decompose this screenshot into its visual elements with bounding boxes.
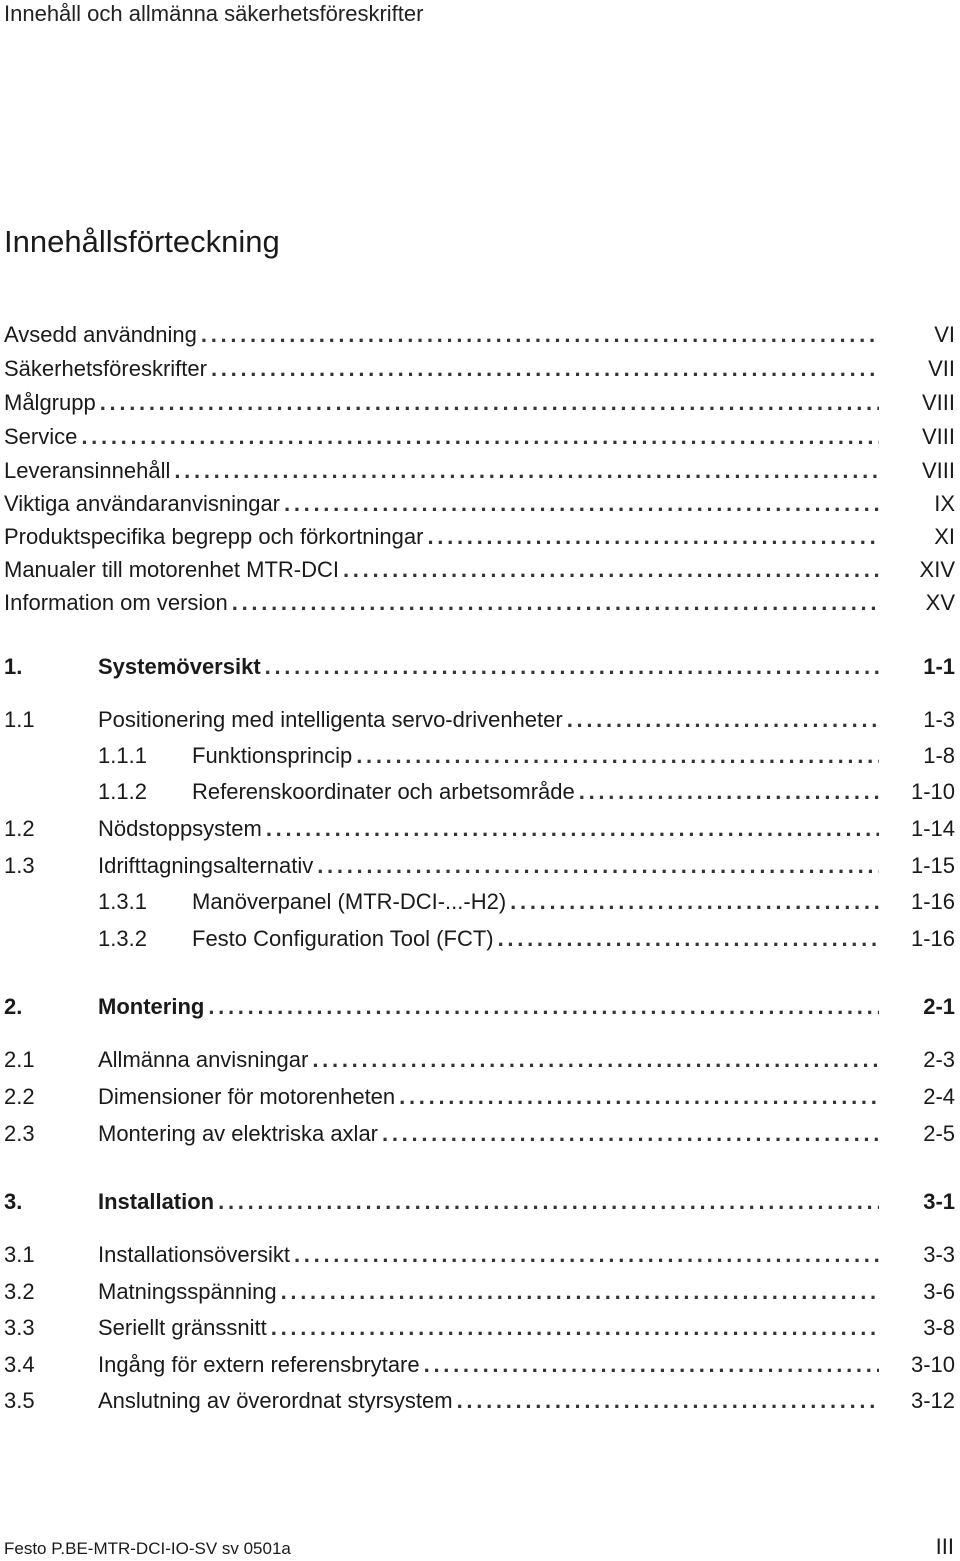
toc-entry-page: VI	[934, 322, 955, 347]
toc-entry-label: Leveransinnehåll	[4, 458, 171, 483]
toc-section-number: 1.2	[4, 816, 35, 841]
toc-section-label: Ingång för extern referensbrytare	[98, 1352, 420, 1377]
toc-subsection-number: 1.3.2	[98, 926, 147, 951]
toc-section-number: 3.4	[4, 1352, 35, 1377]
running-header: Innehåll och allmänna säkerhetsföreskrifter	[4, 1, 424, 26]
toc-entry[interactable]	[4, 420, 955, 454]
dot-leader	[399, 1080, 879, 1114]
toc-entry[interactable]	[4, 520, 955, 554]
dot-leader	[457, 1384, 879, 1418]
toc-section-label: Seriellt gränssnitt	[98, 1315, 267, 1340]
page-title: Innehållsförteckning	[4, 224, 280, 259]
toc-section[interactable]	[4, 703, 955, 737]
dot-leader	[498, 922, 879, 956]
toc-entry-label: Säkerhetsföreskrifter	[4, 356, 207, 381]
toc-section[interactable]	[4, 849, 955, 883]
toc-subsection-number: 1.3.1	[98, 889, 147, 914]
toc-entry[interactable]	[4, 487, 955, 521]
toc-entry[interactable]	[4, 318, 955, 352]
dot-leader	[281, 1275, 879, 1309]
toc-section-page: 3-10	[910, 1352, 955, 1377]
toc-section[interactable]	[4, 1080, 955, 1114]
toc-subsection-page: 1-16	[910, 926, 955, 951]
toc-section-label: Positionering med intelligenta servo-drivenheter	[98, 707, 563, 732]
toc-section[interactable]	[4, 1348, 955, 1382]
toc-chapter[interactable]	[4, 990, 955, 1024]
toc-entry-label: Viktiga användaranvisningar	[4, 491, 280, 516]
toc-entry-page: VIII	[921, 424, 955, 449]
dot-leader	[211, 352, 879, 386]
toc-section-number: 1.1	[4, 707, 35, 732]
toc-entry-page: VIII	[921, 458, 955, 483]
toc-section[interactable]	[4, 1043, 955, 1077]
toc-section[interactable]	[4, 812, 955, 846]
toc-section-label: Matningsspänning	[98, 1279, 277, 1304]
toc-entry[interactable]	[4, 352, 955, 386]
toc-section-label: Installationsöversikt	[98, 1242, 290, 1267]
dot-leader	[271, 1311, 879, 1345]
toc-section-number: 3.2	[4, 1279, 35, 1304]
toc-section[interactable]	[4, 1238, 955, 1272]
footer-document-id: Festo P.BE-MTR-DCI-IO-SV sv 0501a	[4, 1539, 291, 1558]
toc-section[interactable]	[4, 1275, 955, 1309]
toc-entry[interactable]	[4, 386, 955, 420]
dot-leader	[424, 1348, 879, 1382]
toc-section-number: 3.5	[4, 1388, 35, 1413]
toc-entry-label: Produktspecifika begrepp och förkortningar	[4, 524, 424, 549]
toc-chapter-page: 2-1	[923, 994, 955, 1019]
toc-entry-page: XV	[925, 590, 955, 615]
toc-subsection-page: 1-8	[923, 743, 955, 768]
toc-chapter-number: 1.	[4, 654, 23, 679]
toc-entry-page: XIV	[919, 557, 955, 582]
dot-leader	[579, 775, 879, 809]
toc-section[interactable]	[4, 1311, 955, 1345]
toc-section-number: 2.2	[4, 1084, 35, 1109]
toc-section-page: 1-14	[910, 816, 955, 841]
toc-entry-label: Målgrupp	[4, 390, 96, 415]
toc-chapter[interactable]	[4, 650, 955, 684]
toc-entry-page: VII	[928, 356, 955, 381]
dot-leader	[356, 739, 879, 773]
toc-section-label: Idrifttagningsalternativ	[98, 853, 314, 878]
dot-leader	[266, 812, 879, 846]
toc-subsection[interactable]	[98, 885, 955, 919]
toc-entry[interactable]	[4, 553, 955, 587]
dot-leader	[567, 703, 879, 737]
toc-section-page: 3-3	[923, 1242, 955, 1267]
toc-subsection-number: 1.1.2	[98, 779, 147, 804]
dot-leader	[201, 318, 879, 352]
toc-section-number: 1.3	[4, 853, 35, 878]
dot-leader	[265, 650, 879, 684]
toc-chapter-page: 1-1	[923, 654, 955, 679]
toc-section-page: 1-3	[923, 707, 955, 732]
toc-subsection[interactable]	[98, 739, 955, 773]
toc-chapter-number: 2.	[4, 994, 23, 1019]
toc-subsection-page: 1-10	[910, 779, 955, 804]
toc-subsection-label: Festo Configuration Tool (FCT)	[192, 926, 494, 951]
dot-leader	[100, 386, 879, 420]
dot-leader	[294, 1238, 879, 1272]
toc-chapter-label: Systemöversikt	[98, 654, 261, 679]
toc-subsection-label: Referenskoordinater och arbetsområde	[192, 779, 575, 804]
toc-section-number: 2.1	[4, 1047, 35, 1072]
toc-entry-page: VIII	[921, 390, 955, 415]
toc-section-number: 2.3	[4, 1121, 35, 1146]
toc-entry[interactable]	[4, 586, 955, 620]
toc-subsection-label: Funktionsprincip	[192, 743, 353, 768]
dot-leader	[208, 990, 879, 1024]
toc-section-page: 2-3	[923, 1047, 955, 1072]
dot-leader	[218, 1185, 879, 1219]
toc-section[interactable]	[4, 1384, 955, 1418]
toc-chapter-label: Montering	[98, 994, 205, 1019]
toc-chapter-label: Installation	[98, 1189, 215, 1214]
toc-section-label: Montering av elektriska axlar	[98, 1121, 379, 1146]
toc-section-page: 2-5	[923, 1121, 955, 1146]
dot-leader	[174, 454, 879, 488]
toc-subsection-label: Manöverpanel (MTR-DCI-...-H2)	[192, 889, 507, 914]
toc-section-label: Nödstoppsystem	[98, 816, 262, 841]
toc-section-page: 3-12	[910, 1388, 955, 1413]
dot-leader	[81, 420, 879, 454]
footer-page-number: III	[935, 1534, 954, 1559]
toc-section-label: Dimensioner för motorenheten	[98, 1084, 396, 1109]
toc-subsection-page: 1-16	[910, 889, 955, 914]
toc-section-label: Allmänna anvisningar	[98, 1047, 309, 1072]
toc-section-number: 3.1	[4, 1242, 35, 1267]
toc-section-label: Anslutning av överordnat styrsystem	[98, 1388, 453, 1413]
toc-entry-label: Information om version	[4, 590, 228, 615]
dot-leader	[317, 849, 879, 883]
dot-leader	[284, 487, 879, 521]
toc-entry-label: Manualer till motorenhet MTR-DCI	[4, 557, 339, 582]
dot-leader	[312, 1043, 879, 1077]
toc-section[interactable]	[4, 1117, 955, 1151]
toc-section-page: 1-15	[910, 853, 955, 878]
toc-chapter[interactable]	[4, 1185, 955, 1219]
toc-entry[interactable]	[4, 454, 955, 488]
toc-entry-page: IX	[934, 491, 955, 516]
toc-chapter-number: 3.	[4, 1189, 23, 1214]
toc-entry-label: Avsedd användning	[4, 322, 197, 347]
dot-leader	[427, 520, 879, 554]
toc-entry-page: XI	[934, 524, 955, 549]
dot-leader	[510, 885, 879, 919]
dot-leader	[382, 1117, 879, 1151]
toc-section-page: 3-8	[923, 1315, 955, 1340]
dot-leader	[343, 553, 879, 587]
toc-subsection-number: 1.1.1	[98, 743, 147, 768]
toc-entry-label: Service	[4, 424, 78, 449]
toc-chapter-page: 3-1	[923, 1189, 955, 1214]
toc-section-page: 3-6	[923, 1279, 955, 1304]
toc-section-page: 2-4	[923, 1084, 955, 1109]
toc-section-number: 3.3	[4, 1315, 35, 1340]
toc-subsection[interactable]	[98, 922, 955, 956]
toc-subsection[interactable]	[98, 775, 955, 809]
dot-leader	[232, 586, 879, 620]
